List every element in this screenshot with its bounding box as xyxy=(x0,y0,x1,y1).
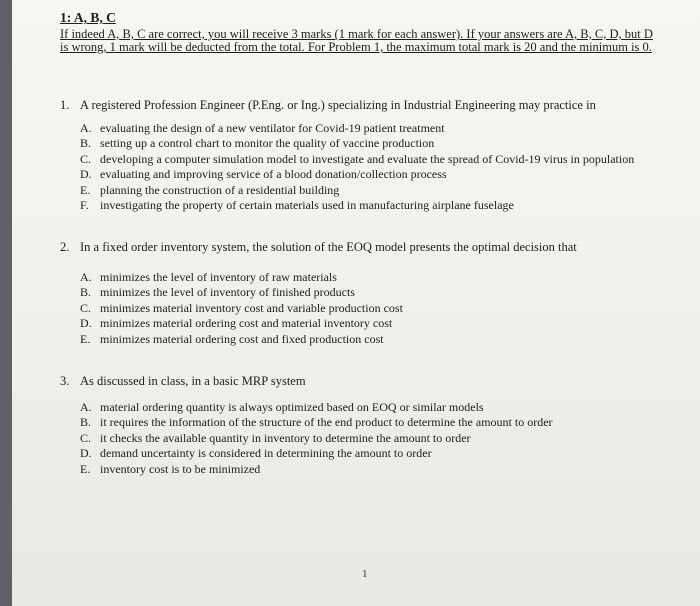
question-2-options xyxy=(60,270,690,347)
option-letter: C. xyxy=(80,300,92,315)
option-letter: A. xyxy=(80,270,92,284)
question-1-options xyxy=(60,121,690,213)
question-1 xyxy=(60,98,690,213)
question-2-option-c xyxy=(80,301,690,316)
option-letter: D. xyxy=(80,167,92,182)
question-2-option-a xyxy=(80,270,690,285)
question-3-option-d xyxy=(80,446,690,461)
question-1-option-c xyxy=(80,152,690,167)
question-1-option-d xyxy=(80,167,690,182)
question-3 xyxy=(60,374,690,477)
question-2-text: In a fixed order inventory system, the solution of the EOQ model presents the optimal decision that xyxy=(80,240,577,254)
question-1-option-e xyxy=(80,183,690,198)
option-text: investigating the property of certain materials used in manufacturing airplane fuselage xyxy=(100,198,514,213)
option-letter: F. xyxy=(80,198,89,213)
answer-key-heading: 1: A, B, C xyxy=(60,10,116,25)
question-1-number: 1. xyxy=(60,98,70,112)
question-1-option-f xyxy=(80,198,690,213)
marking-instructions-line-2: is wrong, 1 mark will be deducted from the total. For Problem 1, the maximum total mark is 20 and the minimum is 0. xyxy=(60,40,652,54)
question-3-option-a xyxy=(80,400,690,415)
question-1-option-b xyxy=(80,136,690,151)
question-2-stem xyxy=(60,240,690,254)
marking-instructions-line-1: If indeed A, B, C are correct, you will receive 3 marks (1 mark for each answer). If your answers are A, B, C, D, but D xyxy=(60,27,653,41)
option-letter: E. xyxy=(80,331,91,346)
option-letter: E. xyxy=(80,461,91,476)
question-3-text: As discussed in class, in a basic MRP system xyxy=(80,374,306,388)
question-2 xyxy=(60,240,690,347)
option-text: it requires the information of the structure of the end product to determine the amount to order xyxy=(100,415,553,430)
option-text: developing a computer simulation model to investigate and evaluate the spread of Covid-19 virus in population xyxy=(100,151,635,166)
question-3-number: 3. xyxy=(60,374,70,388)
option-letter: C. xyxy=(80,151,92,166)
option-letter: D. xyxy=(80,316,92,331)
option-text: minimizes material inventory cost and variable production cost xyxy=(100,300,403,315)
option-text: minimizes the level of inventory of finished products xyxy=(100,285,355,300)
question-3-option-e xyxy=(80,462,690,477)
option-text: planning the construction of a residential building xyxy=(100,182,340,197)
page-number: 1 xyxy=(362,568,368,580)
option-letter: A. xyxy=(80,400,92,414)
option-text: demand uncertainty is considered in determining the amount to order xyxy=(100,446,432,461)
option-text: minimizes the level of inventory of raw materials xyxy=(100,270,337,284)
question-2-option-e xyxy=(80,332,690,347)
question-3-options xyxy=(60,400,690,477)
option-text: evaluating the design of a new ventilator for Covid-19 patient treatment xyxy=(100,121,445,135)
option-text: material ordering quantity is always optimized based on EOQ or similar models xyxy=(100,400,484,414)
option-letter: B. xyxy=(80,136,92,151)
option-text: inventory cost is to be minimized xyxy=(100,461,261,476)
question-3-option-b xyxy=(80,415,690,430)
option-text: it checks the available quantity in inventory to determine the amount to order xyxy=(100,430,471,445)
option-text: setting up a control chart to monitor the quality of vaccine production xyxy=(100,136,435,151)
option-text: evaluating and improving service of a blood donation/collection process xyxy=(100,167,447,182)
question-1-text: A registered Profession Engineer (P.Eng. or Ing.) specializing in Industrial Engineering may practice in xyxy=(80,98,596,112)
question-2-option-d xyxy=(80,316,690,331)
question-2-option-b xyxy=(80,285,690,300)
option-text: minimizes material ordering cost and material inventory cost xyxy=(100,316,393,331)
option-letter: C. xyxy=(80,430,92,445)
option-letter: D. xyxy=(80,446,92,461)
question-1-stem xyxy=(60,98,690,112)
option-letter: A. xyxy=(80,121,92,135)
option-letter: E. xyxy=(80,182,91,197)
question-2-number: 2. xyxy=(60,240,70,254)
question-3-option-c xyxy=(80,431,690,446)
question-3-stem xyxy=(60,374,690,388)
marking-instructions xyxy=(60,28,680,54)
option-text: minimizes material ordering cost and fixed production cost xyxy=(100,331,384,346)
option-letter: B. xyxy=(80,415,92,430)
document-page xyxy=(12,0,700,606)
option-letter: B. xyxy=(80,285,92,300)
question-1-option-a xyxy=(80,121,690,136)
